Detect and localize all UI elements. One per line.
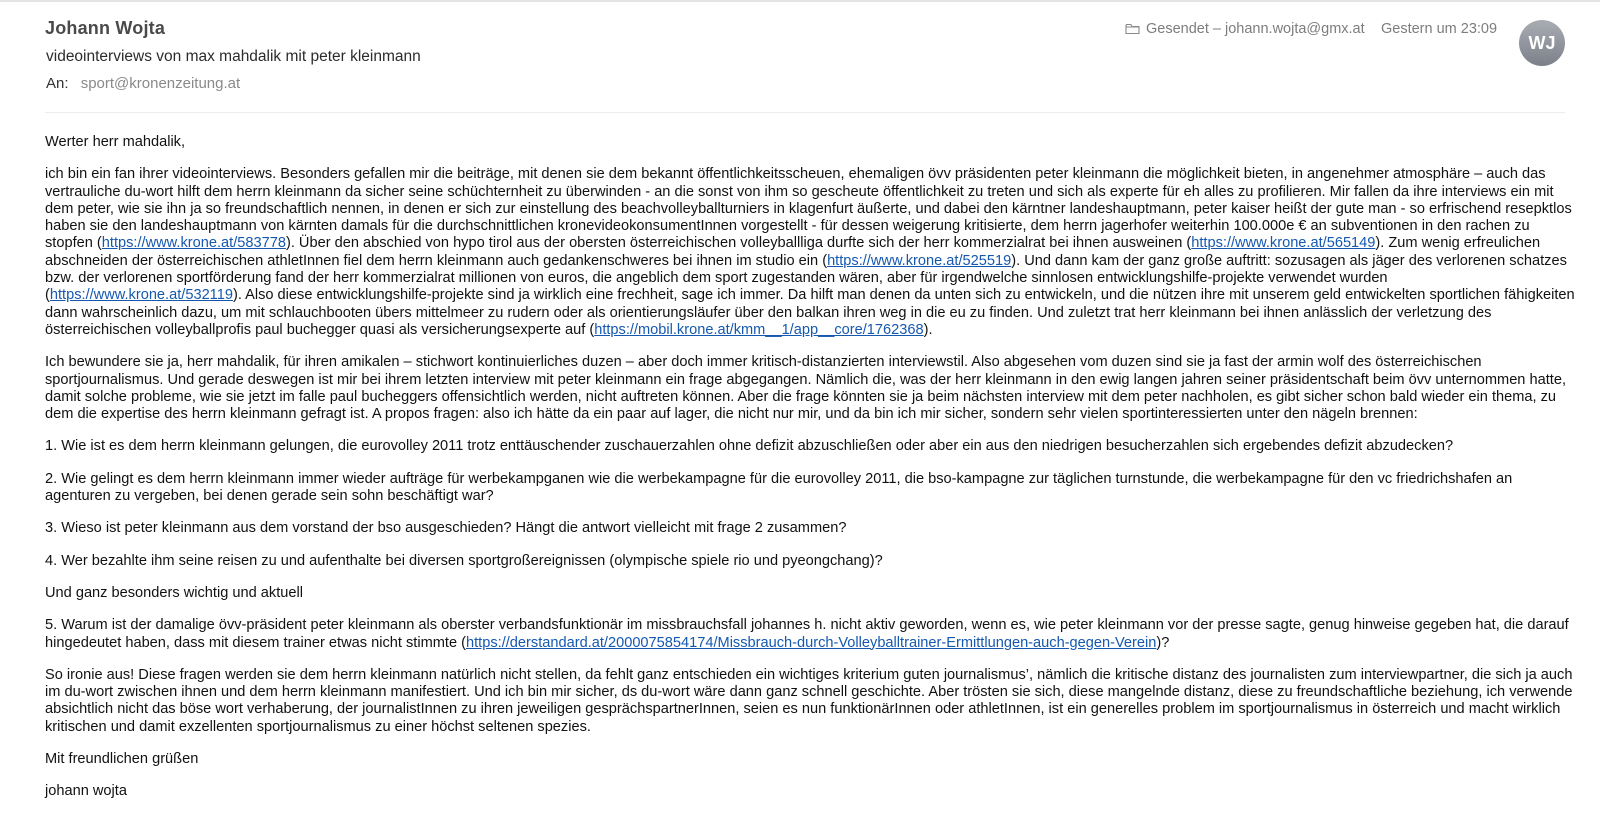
message-header <box>45 16 1565 114</box>
special-note: Und ganz besonders wichtig und aktuell <box>45 584 303 601</box>
paragraph-intro <box>45 166 1575 339</box>
link-krone-mobil-1762368[interactable]: https://mobil.krone.at/kmm__1/app__core/1762368 <box>594 321 924 338</box>
greeting: Werter herr mahdalik, <box>45 134 186 150</box>
recipient-address[interactable]: sport@kronenzeitung.at <box>80 75 241 92</box>
subject-line: videointerviews von max mahdalik mit peter kleinmann <box>46 48 421 65</box>
signature: johann wojta <box>45 783 127 800</box>
recipient-row <box>46 75 240 92</box>
link-krone-565149[interactable]: https://www.krone.at/565149 <box>1191 235 1376 252</box>
intro-text-6: ). <box>923 321 933 338</box>
question-5 <box>45 617 1575 652</box>
intro-text-5: ). Also diese entwicklungshilfe-projekte sind ja wirklich eine frechheit, sage ich immer. Da hilft man denen da unten sich zu entwickeln, und die nützen ihre mit unserem geld entwickelten sportlichen fähigkeiten dann wahrscheinlich dazu, um mit schlauchbooten übers mittelmeer zu rudern oder als orientierungsläufer über den balkan ihren weg in die eu zu finden. Und zuletzt trat herr kleinmann bei ihnen anlässlich der verletzung des österreichischen volleyballprofis paul buchegger quasi als versicherungsexperte auf ( <box>45 287 1575 338</box>
sender-name[interactable]: Johann Wojta <box>45 18 166 38</box>
question-2: 2. Wie gelingt es dem herrn kleinmann immer wieder aufträge für werbekampganen wie die werbekampagne für die eurovolley 2011, die bso-kampagne zur täglichen turnstunde, die werbekampagne für den vc friedrichshafen an agenturen zu vergeben, bei denen gerade sein sohn beschäftigt war? <box>45 470 1513 505</box>
folder-icon <box>1125 23 1140 35</box>
header-divider <box>45 112 1565 113</box>
link-krone-532119[interactable]: https://www.krone.at/532119 <box>49 287 233 304</box>
message-body <box>45 134 1575 816</box>
link-krone-525519[interactable]: https://www.krone.at/525519 <box>827 252 1012 269</box>
mailbox-info[interactable] <box>1125 21 1365 37</box>
paragraph-interview-style: Ich bewundere sie ja, herr mahdalik, für ihren amikalen – stichwort kontinuierliches duzen – aber doch immer kritisch-distanzierten interviewstil. Also abgesehen vom duzen sind sie ja fast der armin wolf des österreichischen sportjournalismus. Und gerade deswegen ist mir bei ihrem letzten interview mit peter kleinmann ein frage abgegangen. Nämlich die, was der herr kleinmann in den ewig langen jahren seiner präsidentschaft beim övv unternommen hatte, damit solche probleme, wie sie jetzt im falle paul bucheggers offensichtlich werden, nicht auftreten können. Aber die frage könnten sie ja beim nächsten interview mit dem peter nachholen, es gibt sicher schon bald wieder ein thema, zu dem die expertise des herrn kleinmann gefragt ist. A propos fragen: also ich hätte da ein paar auf lager, die nicht nur mir, und da bin ich mir sicher, sondern sehr vielen sportinteressierten unter den nägeln brennen: <box>45 354 1566 423</box>
link-derstandard[interactable]: https://derstandard.at/2000075854174/Missbrauch-durch-Volleyballtrainer-Ermittlungen-auch-gegen-Verein <box>466 634 1157 651</box>
question-3: 3. Wieso ist peter kleinmann aus dem vorstand der bso ausgeschieden? Hängt die antwort vielleicht mit frage 2 zusammen? <box>45 520 847 537</box>
intro-text-1: ich bin ein fan ihrer videointerviews. Besonders gefallen mir die beiträge, mit denen sie dem bekannt öffentlichkeitsscheuen, ehemaligen övv präsidenten peter kleinmann die möglichkeit bieten, in angenehmer atmosphäre – auch das vertrauliche du-wort hilft dem herrn kleinmann da sicher seine schüchternheit zu überwinden - an die sonst von ihm so gescheute öffentlichkeit zu treten und sich als experte für eh alles zu profilieren. Mir fallen da ihre interviews ein mit dem peter, wie sie ihn ja so freundschaftlich nennen, in denen er sich zur einstellung des beachvolleyballturniers in klagenfurt äußerte, und dabei den kärntner landeshauptmann, peter kaiser heißt der gute man - so erfrischend resepktlos haben sie den landeshauptmann von kärnten damals für die durchschnittlichen kronevideokonsumentInnen vorgestellt - für dessen weigerung kritisierte, dem herrn jagerhofer weiterhin 100.000e € an subventionen in den rachen zu stopfen ( <box>45 166 1572 252</box>
mailbox-label: Gesendet – johann.wojta@gmx.at <box>1146 21 1365 37</box>
question-5-text-1: 5. Warum ist der damalige övv-präsident peter kleinmann als oberster verbandsfunktionär im missbrauchsfall johannes h. nicht aktiv geworden, wenn es, wie peter kleinmann vor der presse sagte, genug hinweise gegeben hat, die darauf hingedeutet haben, dass mit diesem trainer etwas nicht stimmte ( <box>45 617 1569 651</box>
question-4: 4. Wer bezahlte ihm seine reisen zu und aufenthalte bei diversen sportgroßereignissen (olympische spiele rio und pyeongchang)? <box>45 552 883 569</box>
top-border <box>0 0 1600 2</box>
sent-date: Gestern um 23:09 <box>1381 21 1498 37</box>
intro-text-4: ). Und dann kam der ganz große auftritt: sozusagen als jäger des verlorenen schatzes bzw. der verlorenen sportförderung fand der herr kommerzialrat millionen von euros, die angeblich dem sport zugestanden wären, aber für irgendwelche sinnlosen entwicklungshilfe-projekte verwendet wurden ( <box>45 252 1567 304</box>
question-5-text-2: )? <box>1156 634 1170 651</box>
link-krone-583778[interactable]: https://www.krone.at/583778 <box>101 235 286 252</box>
question-1: 1. Wie ist es dem herrn kleinmann gelungen, die eurovolley 2011 trotz enttäuschender zuschauerzahlen ohne defizit abzuschließen oder aber ein aus den niedrigen besucherzahlen sich ergebendes defizit abzudecken? <box>45 438 1454 455</box>
paragraph-conclusion: So ironie aus! Diese fragen werden sie dem herrn kleinmann natürlich nicht stellen, da fehlt ganz entschieden ein wichtiges kriterium guten journalismus’, nämlich die kritische distanz des journalisten zum interviewpartner, die sich ja auch im du-wort zwischen ihnen und dem herrn kleinmann manifestiert. Und ich bin mir sicher, ds du-wort wäre dann ganz schnell geschichte. Aber trösten sie sich, diese mangelnde distanz, diese zu freundschaftliche beziehung, ich verwende absichtlich nicht das böse wort verhaberung, der journalistInnen zu ihren jeweiligen gesprächspartnerInnen, seien es nun funktionärInnen oder athletInnen, ist ein generelles problem im sportjournalismus in österreich und macht wirklich kritischen und damit exzellenten sportjournalismus zu einer höchst seltenen spezies. <box>45 666 1573 735</box>
intro-text-3: ). Zum wenig erfreulichen abschneiden der österreichischen athletInnen fiel dem herrn kleinmann auch gedankenschweres bei ihnen im studio ein ( <box>45 235 1541 269</box>
closing: Mit freundlichen grüßen <box>45 751 199 768</box>
to-label: An: <box>46 75 69 92</box>
avatar[interactable]: WJ <box>1519 20 1565 66</box>
intro-text-2: ). Über den abschied von hypo tirol aus der obersten österreichischen volleyballliga durfte sich der herr kommerzialrat bei ihnen ausweinen ( <box>285 235 1192 252</box>
